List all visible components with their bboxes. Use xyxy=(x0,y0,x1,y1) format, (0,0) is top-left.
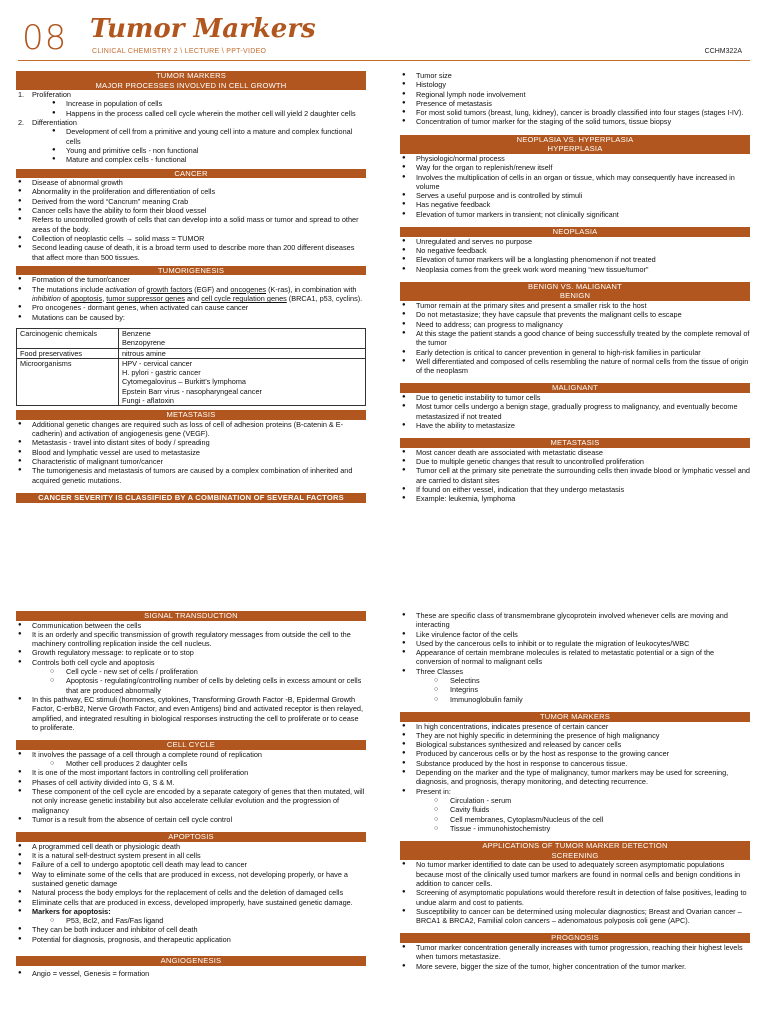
list-item: ● No negative feedback xyxy=(400,246,750,255)
list-item: ● They can be both inducer and inhibitor of cell death xyxy=(16,925,366,934)
list-item: ● Example: leukemia, lymphoma xyxy=(400,494,750,503)
section-bar-screening: SCREENING xyxy=(400,851,750,861)
text-run: (K-ras), in combination with xyxy=(266,284,357,294)
list-item: ● Pro oncogenes - dormant genes, when activated can cause cancer xyxy=(16,303,366,312)
list-item-label: Differentiation xyxy=(32,118,77,128)
text-run: of xyxy=(136,284,147,294)
list-item: ● In this pathway, EC stimuli (hormones, cytokines, Transforming Growth Factor -B, Epidermal Growth Factor, C-erbB2, Nerve Growth Factor, and even Antigens) bind and activated receptor is then relayed, amplified, and integrated resulting in biological responses instructing the cell to proliferate or to cease to proliferate. xyxy=(16,695,366,732)
list-item: ○ Integrins xyxy=(416,685,750,694)
list-item: ● Mutations can be caused by: xyxy=(16,313,366,322)
list-number: 1. xyxy=(18,90,25,100)
list-item: ● Second leading cause of death, it is a broad term used to describe more than 200 different diseases that affect more than 500 tissues. xyxy=(16,243,366,262)
list-item: ● Mature and complex cells - functional xyxy=(32,155,366,164)
cancer-list xyxy=(16,178,366,262)
list-item: ○ Mother cell produces 2 daughter cells xyxy=(32,759,366,768)
list-item: ● Derived from the word “Cancrum” meaning Crab xyxy=(16,197,366,206)
sub-list xyxy=(416,676,750,704)
list-item: ● Failure of a cell to undergo apoptotic cell death may lead to cancer xyxy=(16,860,366,869)
list-item: ● Physiologic/normal process xyxy=(400,154,750,163)
list-item: ● Happens in the process called cell cycle wherein the mother cell will yield 2 daughter cells xyxy=(32,109,366,118)
list-item: ● Do not metastasize; they have capsule that prevents the malignant cells to escape xyxy=(400,310,750,319)
left-column-top xyxy=(16,71,366,503)
list-item: ● Young and primitive cells - non functional xyxy=(32,146,366,155)
list-item: ● Well differentiated and composed of cells resembling the nature of normal cells from the tissue of origin of the neoplasm xyxy=(400,357,750,376)
section-bar-hyperplasia: HYPERPLASIA xyxy=(400,144,750,154)
list-item: ● Due to multiple genetic changes that result to uncontrolled proliferation xyxy=(400,457,750,466)
table-row xyxy=(17,358,366,405)
list-item: ● Blood and lymphatic vessel are used to metastasize xyxy=(16,448,366,457)
list-item: ● In high concentrations, indicates presence of certain cancer xyxy=(400,722,750,731)
sub-list xyxy=(32,916,366,925)
list-item: ● Tumor size xyxy=(400,71,750,80)
apoptosis-list xyxy=(16,842,366,944)
list-item: ● Most cancer death are associated with metastatic disease xyxy=(400,448,750,457)
text-run: oncogenes xyxy=(230,284,267,294)
section-bar-metastasis: METASTASIS xyxy=(16,410,366,420)
table-row xyxy=(17,328,366,348)
section-bar-metastasis-right: METASTASIS xyxy=(400,438,750,448)
table-row xyxy=(17,348,366,358)
sub-list xyxy=(32,759,366,768)
sub-list xyxy=(32,667,366,695)
list-number: 2. xyxy=(18,118,25,128)
list-item: ○ Circulation - serum xyxy=(416,796,750,805)
text-run: and xyxy=(184,294,202,304)
table-cell-label: Microorganisms xyxy=(17,358,119,405)
list-item: ● Histology xyxy=(400,80,750,89)
list-item: ● These component of the cell cycle are encoded by a separate category of genes that then mutated, will not only increase genetic instability but also accelerate cellular evolution and the progression of malignancy xyxy=(16,787,366,815)
list-item: ● For most solid tumors (breast, lung, kidney), cancer is broadly classified into four stages (stages I-IV). xyxy=(400,108,750,117)
list-item: ● Susceptibility to cancer can be determined using molecular diagnostics; Breast and Ovarian cancer – BRCA1 & BRCA2, Familial colon cancers – adenomatous polyposis coli gene (APC). xyxy=(400,907,750,926)
text-run: growth factors xyxy=(146,284,193,294)
section-bar-prognosis: PROGNOSIS xyxy=(400,933,750,943)
list-item: ● Involves the multiplication of cells in an organ or tissue, which may consequently have increased in volume xyxy=(400,173,750,192)
list-item: ● Elevation of tumor markers in transient; not clinically significant xyxy=(400,210,750,219)
list-item: ○ Selectins xyxy=(416,676,750,685)
section-bar-cancer: CANCER xyxy=(16,169,366,179)
list-item: ● Formation of the tumor/cancer xyxy=(16,275,366,284)
text-run: of xyxy=(60,294,71,304)
list-item: ● Screening of asymptomatic populations would therefore result in detection of false positives, leading to undue alarm and cost to patients. xyxy=(400,888,750,907)
benign-list xyxy=(400,301,750,375)
text-run: apoptosis xyxy=(70,294,103,304)
list-item: ○ P53, Bcl2, and Fas/Fas ligand xyxy=(32,916,366,925)
list-item: ● Additional genetic changes are required such as loss of cell of adhesion proteins (B-catenin & E-cadherin) and activation of angiogenesis gene (VEGF). xyxy=(16,420,366,439)
list-item: ● Produced by cancerous cells or by the host as response to the growing cancer xyxy=(400,749,750,758)
table-cell-label: Carcinogenic chemicals xyxy=(17,328,119,348)
neoplasia-list xyxy=(400,237,750,274)
list-item: ● Unregulated and serves no purpose xyxy=(400,237,750,246)
text-run: activation xyxy=(105,284,137,294)
table-value: H. pylori - gastric cancer xyxy=(122,368,201,378)
list-item: ○ Immunoglobulin family xyxy=(416,695,750,704)
list-item: ● Presence of metastasis xyxy=(400,99,750,108)
table-value: nitrous amine xyxy=(122,348,166,358)
table-value: Benzopyrene xyxy=(122,338,166,348)
text-run: inhibition xyxy=(32,294,61,304)
list-item xyxy=(16,907,366,926)
list-item: ● Eliminate cells that are produced in excess, developed improperly, have sustained genetic damage. xyxy=(16,898,366,907)
malignant-list xyxy=(400,393,750,430)
list-item xyxy=(16,658,366,695)
chapter-number: 08 xyxy=(22,18,68,58)
prognosis-list xyxy=(400,943,750,971)
sub-list xyxy=(416,796,750,833)
list-item: ● Depending on the marker and the type of malignancy, tumor markers may be used for screening, diagnosis, and prognosis, therapy monitoring, and detecting recurrence. xyxy=(400,768,750,787)
text-run: (EGF) and xyxy=(192,284,231,294)
section-bar-apoptosis: APOPTOSIS xyxy=(16,832,366,842)
list-item: ● Need to address; can progress to malignancy xyxy=(400,320,750,329)
list-item xyxy=(400,787,750,833)
table-cell-values xyxy=(119,358,366,405)
list-item xyxy=(400,667,750,704)
sub-list xyxy=(32,127,366,164)
list-item: ● Biological substances synthesized and released by cancer cells xyxy=(400,740,750,749)
table-cell-values xyxy=(119,328,366,348)
list-item: ● Serves a useful purpose and is controlled by stimuli xyxy=(400,191,750,200)
list-item: ● Refers to uncontrolled growth of cells that can develop into a solid mass or tumor and spread to other areas of the body. xyxy=(16,215,366,234)
header-divider xyxy=(18,60,750,61)
list-item: ○ Cell cycle - new set of cells / proliferation xyxy=(32,667,366,676)
list-item: ○ Apoptosis - regulating/controlling number of cells by deleting cells in excess amount or cells that are produced abnormally xyxy=(32,676,366,695)
list-item: ● Natural process the body employs for the replacement of cells and the deletion of damaged cells xyxy=(16,888,366,897)
list-item: ● At this stage the patient stands a good chance of being successfully treated by the complete removal of the tumor xyxy=(400,329,750,348)
list-item: ● Development of cell from a primitive and young cell into a mature and complex functional cells xyxy=(32,127,366,146)
text-run: The mutations include xyxy=(32,284,106,294)
list-item: ● A programmed cell death or physiologic death xyxy=(16,842,366,851)
table-value: Benzene xyxy=(122,328,151,338)
section-bar-neoplasia-vs-hyperplasia: NEOPLASIA VS. HYPERPLASIA xyxy=(400,135,750,145)
list-item: ● It is an orderly and specific transmission of growth regulatory messages from outside the cell to the machinery controlling replication inside the cell nucleus. xyxy=(16,630,366,649)
list-item-label: It involves the passage of a cell through a complete round of replication xyxy=(32,749,262,759)
course-code: CCHM322A xyxy=(704,48,742,55)
list-item: ● Used by the cancerous cells to inhibit or to regulate the migration of leukocytes/WBC xyxy=(400,639,750,648)
list-item-label: Controls both cell cycle and apoptosis xyxy=(32,657,155,667)
list-item: ● Like virulence factor of the cells xyxy=(400,630,750,639)
list-item: ● Disease of abnormal growth xyxy=(16,178,366,187)
right-column-top xyxy=(400,71,750,504)
section-bar-malignant: MALIGNANT xyxy=(400,383,750,393)
section-bar-severity: CANCER SEVERITY IS CLASSIFIED BY A COMBINATION OF SEVERAL FACTORS xyxy=(16,493,366,503)
list-item: ● No tumor marker identified to date can be used to adequately screen asymptomatic populations because most of the clinically used tumor markers are found in normal cells and benign conditions in addition to cancer cells. xyxy=(400,860,750,888)
list-item: ● Phases of cell activity divided into G, S & M. xyxy=(16,778,366,787)
text-run: cell cycle regulation genes xyxy=(201,294,287,304)
table-value: Fungi - aflatoxin xyxy=(122,395,174,405)
processes-list xyxy=(16,90,366,164)
list-item: ● More severe, bigger the size of the tumor, higher concentration of the tumor marker. xyxy=(400,962,750,971)
list-item: ● Way to eliminate some of the cells that are produced in excess, not developing properly, or have a sustained genetic damage xyxy=(16,870,366,889)
section-bar-tumor-markers: TUMOR MARKERS xyxy=(16,71,366,81)
table-cell-label: Food preservatives xyxy=(17,348,119,358)
section-bar-benign: BENIGN xyxy=(400,291,750,301)
list-item: ● Abnormality in the proliferation and differentiation of cells xyxy=(16,187,366,196)
list-item: ● Concentration of tumor marker for the staging of the solid tumors, tissue biopsy xyxy=(400,117,750,126)
text-run: (BRCA1, p53, cyclins). xyxy=(286,294,363,304)
metastasis-list xyxy=(16,420,366,485)
list-item: ○ Cell membranes, Cytoplasm/Nucleus of the cell xyxy=(416,815,750,824)
list-item: ● Elevation of tumor markers will be a longlasting phenomenon if not treated xyxy=(400,255,750,264)
right-column-bottom xyxy=(400,611,750,971)
list-item: ● Way for the organ to replenish/renew itself xyxy=(400,163,750,172)
list-item: ● The tumorigenesis and metastasis of tumors are caused by a complex combination of inherited and acquired genetic mutations. xyxy=(16,466,366,485)
list-item-label: Proliferation xyxy=(32,90,71,100)
table-cell-values xyxy=(119,348,366,358)
section-bar-benign-vs-malignant: BENIGN VS. MALIGNANT xyxy=(400,282,750,292)
list-item: ● Tumor remain at the primary sites and present a smaller risk to the host xyxy=(400,301,750,310)
list-item: ● Regional lymph node involvement xyxy=(400,90,750,99)
list-item: ● These are specific class of transmembrane glycoprotein involved whenever cells are moving and interacting xyxy=(400,611,750,630)
section-bar-signal-transduction: SIGNAL TRANSDUCTION xyxy=(16,611,366,621)
list-item: ● If found on either vessel, indication that they undergo metastasis xyxy=(400,485,750,494)
list-item: ● Substance produced by the host in response to cancerous tissue. xyxy=(400,759,750,768)
left-column-bottom xyxy=(16,611,366,978)
section-bar-cell-cycle: CELL CYCLE xyxy=(16,740,366,750)
text-run: tumor suppressor genes xyxy=(106,294,185,304)
mutations-item xyxy=(16,285,366,304)
list-item-label: Three Classes xyxy=(416,666,464,676)
list-item: ● Neoplasia comes from the greek work word meaning “new tissue/tumor” xyxy=(400,265,750,274)
list-item: ● Collection of neoplastic cells → solid mass = TUMOR xyxy=(16,234,366,243)
section-bar-tumor-markers-right: TUMOR MARKERS xyxy=(400,712,750,722)
table-value: Epstein Barr virus - nasopharyngeal cancer xyxy=(122,386,262,396)
list-item: ● Growth regulatory message: to replicate or to stop xyxy=(16,648,366,657)
table-value: HPV - cervical cancer xyxy=(122,358,193,368)
list-item: ● Most tumor cells undergo a benign stage, gradually progress to malignancy, and eventually become metastasized if not treated xyxy=(400,402,750,421)
hyperplasia-list xyxy=(400,154,750,219)
text-run: , xyxy=(102,294,107,304)
screening-list xyxy=(400,860,750,925)
list-item-label: Present in: xyxy=(416,786,451,796)
section-bar-major-processes: MAJOR PROCESSES INVOLVED IN CELL GROWTH xyxy=(16,81,366,91)
list-item: ● Tumor cell at the primary site penetrate the surrounding cells then invade blood or lymphatic vessel and are carried to distant sites xyxy=(400,466,750,485)
section-bar-neoplasia: NEOPLASIA xyxy=(400,227,750,237)
list-item: ● Early detection is critical to cancer prevention in general to high-risk families in particular xyxy=(400,348,750,357)
page-header xyxy=(0,0,768,62)
list-item: ● Cancer cells have the ability to form their blood vessel xyxy=(16,206,366,215)
list-item xyxy=(16,90,366,118)
sub-list xyxy=(32,99,366,118)
list-item: ● Has negative feedback xyxy=(400,200,750,209)
metastasis-right-list xyxy=(400,448,750,504)
mutation-causes-table xyxy=(16,328,366,406)
list-item xyxy=(16,750,366,769)
list-item: ○ Tissue - immunohistochemistry xyxy=(416,824,750,833)
list-item: ● Due to genetic instability to tumor cells xyxy=(400,393,750,402)
section-bar-tumorigenesis: TUMORIGENESIS xyxy=(16,266,366,276)
chapter-subtitle: CLINICAL CHEMISTRY 2 \ LECTURE \ PPT-VIDEO xyxy=(92,48,267,55)
list-item: ● It is one of the most important factors in controlling cell proliferation xyxy=(16,768,366,777)
severity-factors-list xyxy=(400,71,750,127)
list-item: ● Angio = vessel, Genesis = formation xyxy=(16,969,366,978)
list-item: ● Characteristic of malignant tumor/cancer xyxy=(16,457,366,466)
list-item: ● Tumor is a result from the absence of certain cell cycle control xyxy=(16,815,366,824)
tumorigenesis-list xyxy=(16,275,366,321)
table-value: Cytomegalovirus – Burkitt’s lymphoma xyxy=(122,377,246,387)
list-item: ● Communication between the cells xyxy=(16,621,366,630)
angiogenesis-list xyxy=(16,969,366,978)
list-item: ● Increase in population of cells xyxy=(32,99,366,108)
cell-cycle-list xyxy=(16,750,366,824)
list-item: ● Potential for diagnosis, prognosis, and therapeutic application xyxy=(16,935,366,944)
list-item xyxy=(16,118,366,164)
list-item: ● Metastasis - travel into distant sites of body / spreading xyxy=(16,438,366,447)
list-item: ○ Cavity fluids xyxy=(416,805,750,814)
signal-list xyxy=(16,621,366,733)
list-item: ● Tumor marker concentration generally increases with tumor progression, reaching their highest levels when tumors metastasize. xyxy=(400,943,750,962)
list-item: ● It is a natural self-destruct system present in all cells xyxy=(16,851,366,860)
list-item: ● Have the ability to metastasize xyxy=(400,421,750,430)
tumor-markers-list xyxy=(400,722,750,834)
section-bar-angiogenesis: ANGIOGENESIS xyxy=(16,956,366,966)
list-item: ● They are not highly specific in determining the presence of high malignancy xyxy=(400,731,750,740)
section-bar-applications: APPLICATIONS OF TUMOR MARKER DETECTION xyxy=(400,841,750,851)
list-item-label: Markers for apoptosis: xyxy=(32,906,111,916)
chapter-title: Tumor Markers xyxy=(90,14,316,44)
list-item: ● Appearance of certain membrane molecules is related to metastatic potential or a sign of the conversion of normal to malignant cells xyxy=(400,648,750,667)
adhesion-list xyxy=(400,611,750,704)
